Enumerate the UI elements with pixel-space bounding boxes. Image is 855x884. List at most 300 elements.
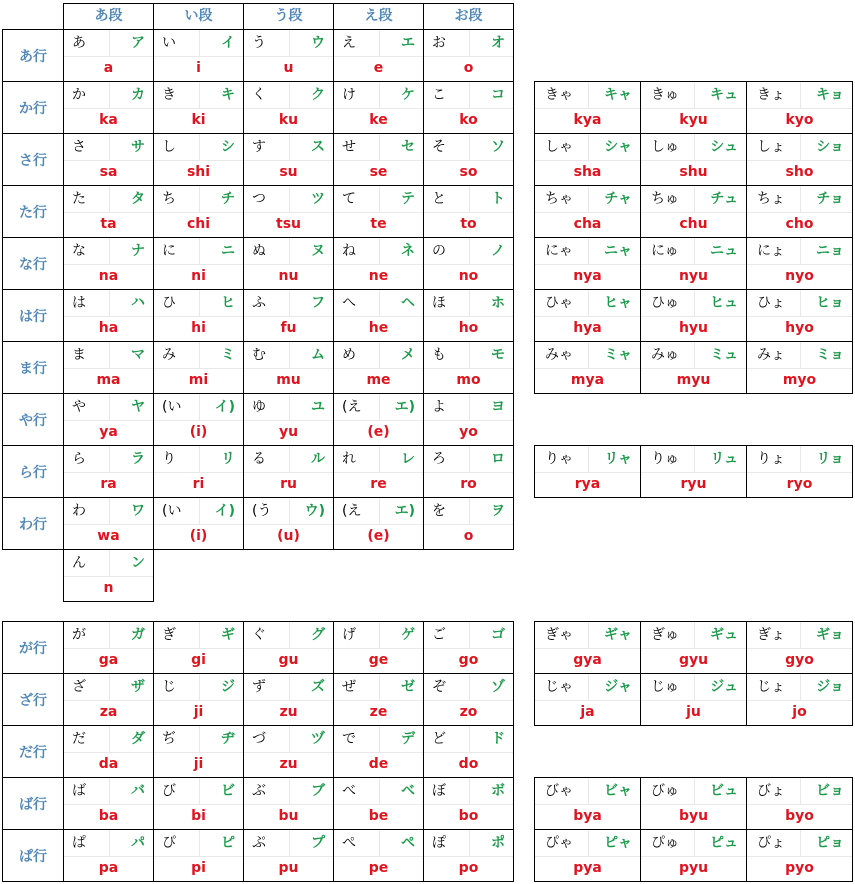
kana-cell (746, 237, 853, 290)
romaji: ko (459, 112, 478, 128)
katakana: シュ (710, 139, 738, 155)
kana-cell-divider (379, 134, 380, 160)
hiragana: (え (342, 399, 362, 415)
katakana: ベ (401, 783, 415, 799)
kana-cell (640, 777, 747, 830)
kana-cell (63, 497, 154, 550)
katakana: テ (401, 191, 415, 207)
romaji: me (366, 372, 391, 388)
katakana: ミョ (816, 347, 844, 363)
romaji: ji (193, 756, 204, 772)
hiragana: きょ (757, 87, 785, 103)
katakana: ビャ (604, 783, 632, 799)
hiragana: ひ (162, 295, 176, 311)
row-label: ざ行 (2, 673, 64, 726)
katakana: キ (221, 87, 235, 103)
kana-cell-divider (289, 186, 290, 212)
hiragana: にょ (757, 243, 785, 259)
romaji: re (370, 476, 387, 492)
kana-cell-divider (469, 30, 470, 56)
katakana: ハ (131, 295, 145, 311)
column-header: い段 (153, 3, 244, 30)
kana-cell-divider (289, 726, 290, 752)
kana-cell (333, 133, 424, 186)
romaji: (i) (189, 528, 208, 544)
katakana: ヒ (221, 295, 235, 311)
kana-cell-divider (379, 622, 380, 648)
hiragana: ひょ (757, 295, 785, 311)
hiragana: の (432, 243, 446, 259)
hiragana: びゅ (651, 783, 679, 799)
hiragana: (い (162, 503, 182, 519)
romaji: he (368, 320, 389, 336)
hiragana: は (72, 295, 86, 311)
kana-cell (333, 829, 424, 882)
romaji: ga (98, 652, 119, 668)
kana-cell (333, 673, 424, 726)
kana-cell (243, 777, 334, 830)
katakana: ミ (221, 347, 235, 363)
romaji: ne (368, 268, 389, 284)
kana-cell (63, 133, 154, 186)
katakana: ショ (816, 139, 844, 155)
kana-cell (243, 393, 334, 446)
romaji: shi (186, 164, 211, 180)
hiragana: あ (72, 35, 86, 51)
romaji: e (373, 60, 384, 76)
kana-cell (423, 29, 514, 82)
hiragana: じゅ (651, 679, 679, 695)
kana-cell-divider (289, 82, 290, 108)
kana-cell (333, 393, 424, 446)
hiragana: ち (162, 191, 176, 207)
katakana: モ (491, 347, 505, 363)
kana-cell-divider (800, 342, 801, 368)
katakana: チ (221, 191, 235, 207)
kana-cell (333, 497, 424, 550)
katakana: リャ (604, 451, 632, 467)
hiragana: じょ (757, 679, 785, 695)
kana-cell (534, 133, 641, 186)
kana-cell (243, 185, 334, 238)
kana-cell (534, 185, 641, 238)
romaji: ka (99, 112, 118, 128)
hiragana: ず (252, 679, 266, 695)
kana-cell (153, 237, 244, 290)
romaji: ha (98, 320, 119, 336)
hiragana: ぎょ (757, 627, 785, 643)
romaji: u (283, 60, 294, 76)
katakana: ギュ (710, 627, 738, 643)
kana-cell-divider (694, 778, 695, 804)
romaji: kya (573, 112, 602, 128)
romaji: bya (573, 808, 602, 824)
romaji: ro (460, 476, 477, 492)
katakana: ノ (491, 243, 505, 259)
hiragana: ぴょ (757, 835, 785, 851)
katakana: キュ (710, 87, 738, 103)
katakana: イ) (214, 503, 235, 519)
kana-cell (333, 289, 424, 342)
kana-cell-divider (469, 290, 470, 316)
kana-cell (63, 445, 154, 498)
katakana: イ (221, 35, 235, 51)
kana-cell (640, 289, 747, 342)
katakana: リュ (710, 451, 738, 467)
kana-cell (153, 777, 244, 830)
kana-cell-divider (694, 446, 695, 472)
kana-cell (63, 29, 154, 82)
romaji: mya (570, 372, 605, 388)
kana-cell (63, 549, 154, 602)
hiragana: に (162, 243, 176, 259)
katakana: ナ (131, 243, 145, 259)
kana-cell-divider (800, 778, 801, 804)
romaji: kyu (679, 112, 708, 128)
romaji: ba (98, 808, 119, 824)
romaji: mu (276, 372, 301, 388)
row-label: や行 (2, 393, 64, 446)
kana-cell-divider (588, 622, 589, 648)
romaji: i (196, 60, 201, 76)
katakana: コ (491, 87, 505, 103)
romaji: hyu (678, 320, 709, 336)
katakana: ア (131, 35, 145, 51)
kana-cell (153, 393, 244, 446)
katakana: ヒュ (710, 295, 738, 311)
katakana: ヲ (491, 503, 505, 519)
romaji: (e) (367, 528, 390, 544)
kana-cell-divider (800, 674, 801, 700)
kana-cell (243, 289, 334, 342)
hiragana: きゅ (651, 87, 679, 103)
hiragana: ぴゃ (545, 835, 573, 851)
kana-cell-divider (199, 186, 200, 212)
romaji: gya (573, 652, 602, 668)
hiragana: た (72, 191, 86, 207)
kana-cell-divider (109, 290, 110, 316)
kana-cell-divider (199, 674, 200, 700)
kana-cell (243, 81, 334, 134)
katakana: ミャ (604, 347, 632, 363)
kana-cell-divider (109, 726, 110, 752)
hiragana: こ (432, 87, 446, 103)
kana-cell-divider (199, 134, 200, 160)
romaji: tsu (276, 216, 301, 232)
hiragana: にゃ (545, 243, 573, 259)
kana-cell (746, 341, 853, 394)
column-header: う段 (243, 3, 334, 30)
kana-cell-divider (289, 446, 290, 472)
hiragana: ぎ (162, 627, 176, 643)
kana-cell (746, 81, 853, 134)
hiragana: み (162, 347, 176, 363)
romaji: gyo (785, 652, 814, 668)
hiragana: も (432, 347, 446, 363)
kana-cell (423, 185, 514, 238)
kana-cell-divider (588, 238, 589, 264)
kana-cell-divider (694, 830, 695, 856)
hiragana: ご (432, 627, 446, 643)
katakana: ザ (131, 679, 145, 695)
kana-cell-divider (379, 290, 380, 316)
kana-cell (423, 81, 514, 134)
romaji: pa (98, 860, 119, 876)
kana-cell (423, 621, 514, 674)
katakana: ギ (221, 627, 235, 643)
kana-cell-divider (800, 830, 801, 856)
kana-cell (243, 497, 334, 550)
katakana: ゴ (491, 627, 505, 643)
kana-cell-divider (469, 238, 470, 264)
column-header: え段 (333, 3, 424, 30)
katakana: ル (311, 451, 325, 467)
katakana: ゲ (401, 627, 415, 643)
kana-cell-divider (469, 778, 470, 804)
kana-cell (153, 289, 244, 342)
romaji: nya (573, 268, 602, 284)
katakana: ミュ (710, 347, 738, 363)
kana-cell-divider (379, 674, 380, 700)
kana-cell-divider (694, 674, 695, 700)
hiragana: け (342, 87, 356, 103)
hiragana: び (162, 783, 176, 799)
kana-cell (746, 185, 853, 238)
hiragana: ぴ (162, 835, 176, 851)
kana-cell-divider (694, 290, 695, 316)
katakana: エ (401, 35, 415, 51)
hiragana: ぜ (342, 679, 356, 695)
katakana: ギャ (604, 627, 632, 643)
katakana: ヒョ (816, 295, 844, 311)
hiragana: な (72, 243, 86, 259)
katakana: ム (311, 347, 325, 363)
romaji: zu (279, 704, 298, 720)
hiragana: ぴゅ (651, 835, 679, 851)
katakana: エ) (394, 399, 415, 415)
kana-cell (423, 725, 514, 778)
kana-cell-divider (588, 186, 589, 212)
romaji: ryo (786, 476, 813, 492)
katakana: ゾ (491, 679, 505, 695)
romaji: bo (458, 808, 479, 824)
romaji: myo (782, 372, 817, 388)
romaji: zo (459, 704, 478, 720)
katakana: ガ (131, 627, 145, 643)
hiragana: ぎゅ (651, 627, 679, 643)
romaji: ge (368, 652, 389, 668)
katakana: ワ (131, 503, 145, 519)
kana-cell-divider (109, 446, 110, 472)
hiragana: りょ (757, 451, 785, 467)
column-header: あ段 (63, 3, 154, 30)
katakana: ヤ (131, 399, 145, 415)
katakana: ニャ (604, 243, 632, 259)
kana-cell-divider (379, 186, 380, 212)
kana-cell-divider (109, 830, 110, 856)
kana-cell-divider (199, 622, 200, 648)
kana-cell (63, 393, 154, 446)
katakana: ン (131, 555, 145, 571)
katakana: ボ (491, 783, 505, 799)
romaji: sha (573, 164, 602, 180)
katakana: ニュ (710, 243, 738, 259)
kana-cell-divider (800, 186, 801, 212)
kana-cell-divider (694, 82, 695, 108)
row-label: あ行 (2, 29, 64, 82)
kana-cell-divider (199, 238, 200, 264)
hiragana: ちゃ (545, 191, 573, 207)
kana-cell (243, 237, 334, 290)
kana-cell (243, 341, 334, 394)
katakana: ジ (221, 679, 235, 695)
katakana: エ) (394, 503, 415, 519)
katakana: セ (401, 139, 415, 155)
kana-cell (333, 621, 424, 674)
kana-cell (746, 289, 853, 342)
hiragana: げ (342, 627, 356, 643)
kana-cell-divider (588, 290, 589, 316)
romaji: nyo (785, 268, 814, 284)
romaji: ku (278, 112, 299, 128)
katakana: ダ (131, 731, 145, 747)
kana-cell-divider (109, 622, 110, 648)
romaji: de (368, 756, 389, 772)
hiragana: て (342, 191, 356, 207)
katakana: ギョ (816, 627, 844, 643)
kana-cell (640, 185, 747, 238)
hiragana: で (342, 731, 356, 747)
romaji: bu (278, 808, 299, 824)
romaji: ju (686, 704, 701, 720)
romaji: ri (192, 476, 205, 492)
hiragana: め (342, 347, 356, 363)
kana-cell-divider (379, 394, 380, 420)
romaji: nu (278, 268, 299, 284)
romaji: sa (99, 164, 118, 180)
romaji: gi (191, 652, 206, 668)
kana-cell (640, 445, 747, 498)
kana-cell-divider (469, 342, 470, 368)
hiragana: へ (342, 295, 356, 311)
hiragana: が (72, 627, 86, 643)
kana-cell-divider (109, 550, 110, 576)
kana-cell (423, 829, 514, 882)
hiragana: ま (72, 347, 86, 363)
kana-cell-divider (289, 290, 290, 316)
kana-cell (333, 29, 424, 82)
row-label: わ行 (2, 497, 64, 550)
kana-cell (423, 289, 514, 342)
romaji: se (369, 164, 388, 180)
kana-cell-divider (199, 290, 200, 316)
katakana: ク (311, 87, 325, 103)
hiragana: (え (342, 503, 362, 519)
hiragana: か (72, 87, 86, 103)
romaji: nyu (678, 268, 709, 284)
kana-cell-divider (800, 238, 801, 264)
romaji: hyo (785, 320, 814, 336)
romaji: rya (574, 476, 601, 492)
romaji: pya (573, 860, 602, 876)
hiragana: す (252, 139, 266, 155)
kana-cell-divider (109, 394, 110, 420)
kana-cell-divider (694, 622, 695, 648)
kana-cell (746, 777, 853, 830)
hiragana: う (252, 35, 266, 51)
hiragana: みょ (757, 347, 785, 363)
kana-cell-divider (379, 446, 380, 472)
kana-cell-divider (588, 778, 589, 804)
romaji: no (458, 268, 479, 284)
kana-cell-divider (469, 186, 470, 212)
kana-cell-divider (588, 674, 589, 700)
kana-cell (746, 621, 853, 674)
romaji: pi (191, 860, 206, 876)
hiragana: え (342, 35, 356, 51)
hiragana: ぞ (432, 679, 446, 695)
kana-cell-divider (588, 446, 589, 472)
katakana: ヘ (401, 295, 415, 311)
kana-cell (534, 341, 641, 394)
romaji: pu (278, 860, 299, 876)
kana-cell-divider (379, 778, 380, 804)
kana-cell (243, 133, 334, 186)
hiragana: ね (342, 243, 356, 259)
romaji: ya (99, 424, 118, 440)
katakana: ツ (311, 191, 325, 207)
kana-cell (243, 673, 334, 726)
hiragana: ぬ (252, 243, 266, 259)
hiragana: きゃ (545, 87, 573, 103)
kana-cell (423, 777, 514, 830)
hiragana: ひゃ (545, 295, 573, 311)
kana-cell-divider (289, 238, 290, 264)
kana-cell-divider (469, 674, 470, 700)
hiragana: びゃ (545, 783, 573, 799)
kana-cell (63, 289, 154, 342)
katakana: ズ (311, 679, 325, 695)
kana-cell (153, 725, 244, 778)
kana-cell-divider (379, 830, 380, 856)
kana-cell-divider (800, 446, 801, 472)
kana-cell (63, 341, 154, 394)
kana-cell (640, 133, 747, 186)
katakana: ヒャ (604, 295, 632, 311)
kana-cell (153, 341, 244, 394)
kana-cell-divider (694, 342, 695, 368)
hiragana: ぺ (342, 835, 356, 851)
column-header: お段 (423, 3, 514, 30)
katakana: リョ (816, 451, 844, 467)
katakana: ジュ (710, 679, 738, 695)
kana-cell-divider (109, 778, 110, 804)
katakana: フ (311, 295, 325, 311)
kana-cell-divider (199, 82, 200, 108)
katakana: チャ (604, 191, 632, 207)
kana-cell-divider (379, 30, 380, 56)
kana-cell-divider (109, 30, 110, 56)
romaji: chu (679, 216, 708, 232)
katakana: ド (491, 731, 505, 747)
katakana: ユ (311, 399, 325, 415)
kana-cell (333, 185, 424, 238)
romaji: zu (279, 756, 298, 772)
katakana: ビョ (816, 783, 844, 799)
hiragana: ざ (72, 679, 86, 695)
kana-cell-divider (469, 446, 470, 472)
kana-cell-divider (109, 134, 110, 160)
